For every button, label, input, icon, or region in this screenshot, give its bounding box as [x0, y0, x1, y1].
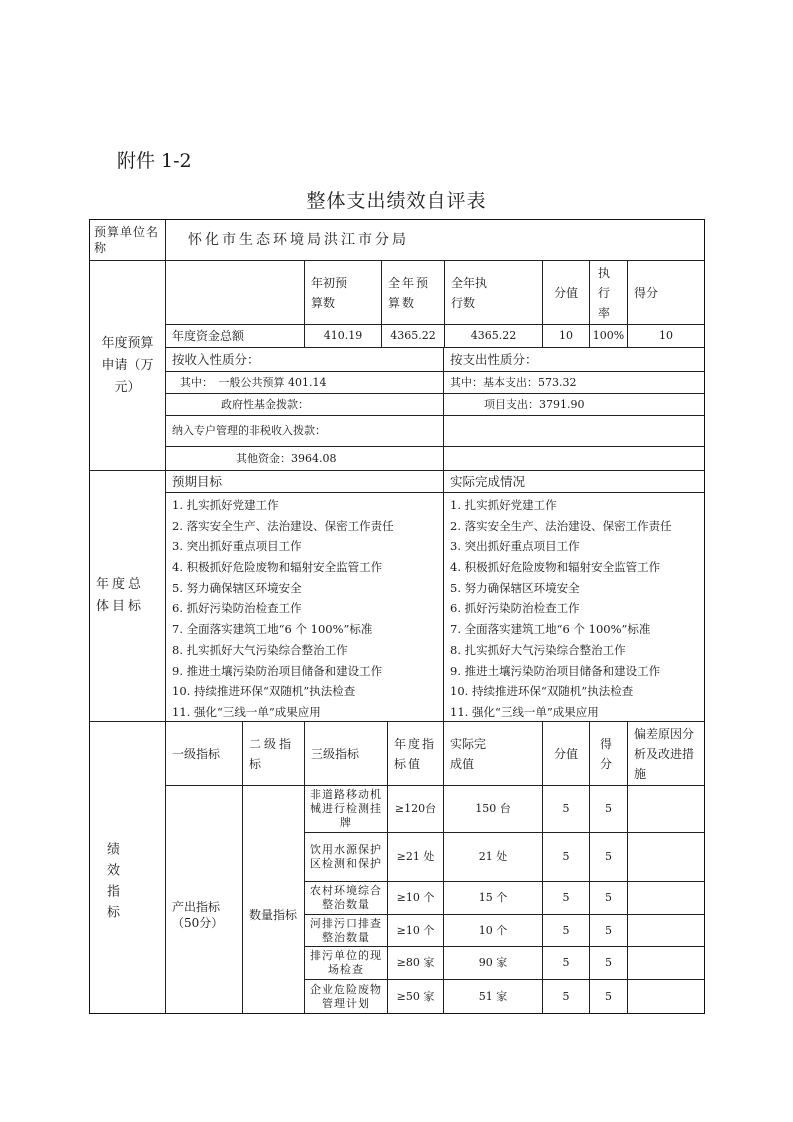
total-label: 年度资金总额: [165, 324, 305, 348]
indicator-score: 5: [589, 832, 628, 882]
expected-goal-item: 1. 扎实抓好党建工作: [172, 498, 279, 512]
budget-section-label: 年度预算申请（万元）: [89, 260, 166, 471]
header-ind-score-value: 分值: [542, 721, 590, 786]
unit-value: 怀化市生态环境局洪江市分局: [165, 219, 705, 261]
indicator-deviation: [627, 946, 705, 980]
actual-goal-item: 10. 持续推进环保“双随机”执法检查: [450, 684, 634, 699]
indicator-score: 5: [589, 914, 628, 947]
indicator-score-value: 5: [542, 785, 590, 833]
expected-goal-item: 11. 强化“三线一单”成果应用: [172, 704, 321, 719]
expense-blank-2: [443, 446, 705, 471]
indicator-score: 5: [589, 946, 628, 980]
header-actual: 实际完成值: [443, 721, 543, 786]
expense-blank-1: [443, 415, 705, 447]
header-full-budget: 全年预算数: [381, 260, 445, 325]
indicator-target: ≥10 个: [387, 881, 444, 915]
indicator-score-value: 5: [542, 881, 590, 915]
expected-goal-item: 2. 落实安全生产、法治建设、保密工作责任: [172, 518, 394, 533]
indicator-name: 农村环境综合整治数量: [304, 881, 388, 915]
total-full-budget: 4365.22: [381, 324, 445, 348]
expected-goal-item: 7. 全面落实建筑工地“6 个 100%”标准: [172, 622, 373, 637]
actual-header: 实际完成情况: [443, 470, 705, 493]
expected-goal-item: 3. 突出抓好重点项目工作: [172, 539, 302, 554]
by-income-label: 按收入性质分：: [165, 347, 444, 372]
expense-basic: 其中：基本支出：573.32: [443, 371, 705, 394]
expected-goal-item: 4. 积极抓好危险废物和辐射安全监管工作: [172, 560, 383, 575]
total-executed: 4365.22: [444, 324, 543, 348]
by-expense-label: 按支出性质分：: [443, 347, 705, 372]
expense-project: 项目支出：3791.90: [443, 393, 705, 416]
indicator-score: 5: [589, 785, 628, 833]
indicators-section-label: [89, 721, 166, 1014]
budget-header-blank: [165, 260, 305, 325]
performance-table: [89, 219, 705, 1014]
indicator-deviation: [627, 914, 705, 947]
header-target: 年度指标值: [387, 721, 444, 786]
indicator-name: 河排污口排查整治数量: [304, 914, 388, 947]
header-score: 得分: [627, 260, 705, 325]
expected-goal-item: 10. 持续推进环保“双随机”执法检查: [172, 684, 356, 699]
actual-goal-item: 8. 扎实抓好大气污染综合整治工作: [450, 642, 626, 657]
actual-goal-item: 1. 扎实抓好党建工作: [450, 498, 557, 512]
actual-goal-item: 3. 突出抓好重点项目工作: [450, 539, 580, 554]
expected-header: 预期目标: [165, 470, 444, 493]
actual-goal-item: 4. 积极抓好危险废物和辐射安全监管工作: [450, 560, 661, 575]
actual-goal-item: 7. 全面落实建筑工地“6 个 100%”标准: [450, 622, 651, 637]
income-other: 其他资金：3964.08: [165, 446, 444, 471]
unit-label: 预算单位名称: [89, 219, 166, 261]
indicator-actual: 51 家: [443, 979, 543, 1014]
header-level3: 三级指标: [304, 721, 388, 786]
expected-goal-item: 8. 扎实抓好大气污染综合整治工作: [172, 642, 348, 657]
header-exec-rate: 执行率: [589, 260, 628, 325]
indicator-actual: 150 台: [443, 785, 543, 833]
indicator-target: ≥10 个: [387, 914, 444, 947]
header-level1: 一级指标: [165, 721, 243, 786]
page-title: 整体支出绩效自评表: [306, 190, 487, 212]
header-initial-budget: 年初预算数: [304, 260, 382, 325]
indicator-target: ≥120台: [387, 785, 444, 833]
actual-goals-list: [443, 492, 705, 722]
attachment-label: 附件 1-2: [117, 150, 192, 172]
total-score-value: 10: [542, 324, 590, 348]
header-executed: 全年执行数: [444, 260, 543, 325]
actual-goal-item: 5. 努力确保辖区环境安全: [450, 580, 580, 595]
indicator-score-value: 5: [542, 832, 590, 882]
indicator-name: 饮用水源保护区检测和保护: [304, 832, 388, 882]
indicator-score: 5: [589, 881, 628, 915]
indicator-actual: 10 个: [443, 914, 543, 947]
indicator-score-value: 5: [542, 946, 590, 980]
actual-goal-item: 6. 抓好污染防治检查工作: [450, 601, 580, 616]
expected-goal-item: 5. 努力确保辖区环境安全: [172, 580, 302, 595]
actual-goal-item: 9. 推进土壤污染防治项目储备和建设工作: [450, 663, 661, 678]
level1-value: 产出指标（50分）: [165, 785, 243, 1014]
income-general: 其中： 一般公共预算 401.14: [165, 371, 444, 394]
income-nontax: 纳入专户管理的非税收入拨款：: [165, 415, 444, 447]
header-deviation: 偏差原因分析及改进措施: [627, 721, 705, 786]
expected-goals-list: [165, 492, 444, 722]
indicator-score: 5: [589, 979, 628, 1014]
indicator-target: ≥80 家: [387, 946, 444, 980]
actual-goal-item: 11. 强化“三线一单”成果应用: [450, 704, 599, 719]
income-gov-fund: 政府性基金拨款：: [165, 393, 444, 416]
header-score-value: 分值: [542, 260, 590, 325]
total-score: 10: [627, 324, 705, 348]
goals-section-label: 年度总体目标: [89, 470, 166, 722]
header-ind-score: 得分: [589, 721, 628, 786]
indicator-deviation: [627, 979, 705, 1014]
total-exec-rate: 100%: [589, 324, 628, 348]
indicator-actual: 90 家: [443, 946, 543, 980]
indicator-deviation: [627, 832, 705, 882]
indicator-score-value: 5: [542, 979, 590, 1014]
indicator-deviation: [627, 785, 705, 833]
indicator-score-value: 5: [542, 914, 590, 947]
actual-goal-item: 2. 落实安全生产、法治建设、保密工作责任: [450, 518, 672, 533]
indicator-name: 非道路移动机械进行检测挂牌: [304, 785, 388, 833]
indicator-actual: 15 个: [443, 881, 543, 915]
header-level2: 二级指标: [242, 721, 305, 786]
indicator-actual: 21 处: [443, 832, 543, 882]
expected-goal-item: 6. 抓好污染防治检查工作: [172, 601, 302, 616]
indicator-name: 企业危险废物管理计划: [304, 979, 388, 1014]
indicator-name: 排污单位的现场检查: [304, 946, 388, 980]
indicator-target: ≥50 家: [387, 979, 444, 1014]
level2-value: 数量指标: [242, 785, 305, 1014]
indicator-target: ≥21 处: [387, 832, 444, 882]
indicator-deviation: [627, 881, 705, 915]
expected-goal-item: 9. 推进土壤污染防治项目储备和建设工作: [172, 663, 383, 678]
indicators-section-text: 绩效指标: [104, 842, 119, 926]
total-initial: 410.19: [304, 324, 382, 348]
